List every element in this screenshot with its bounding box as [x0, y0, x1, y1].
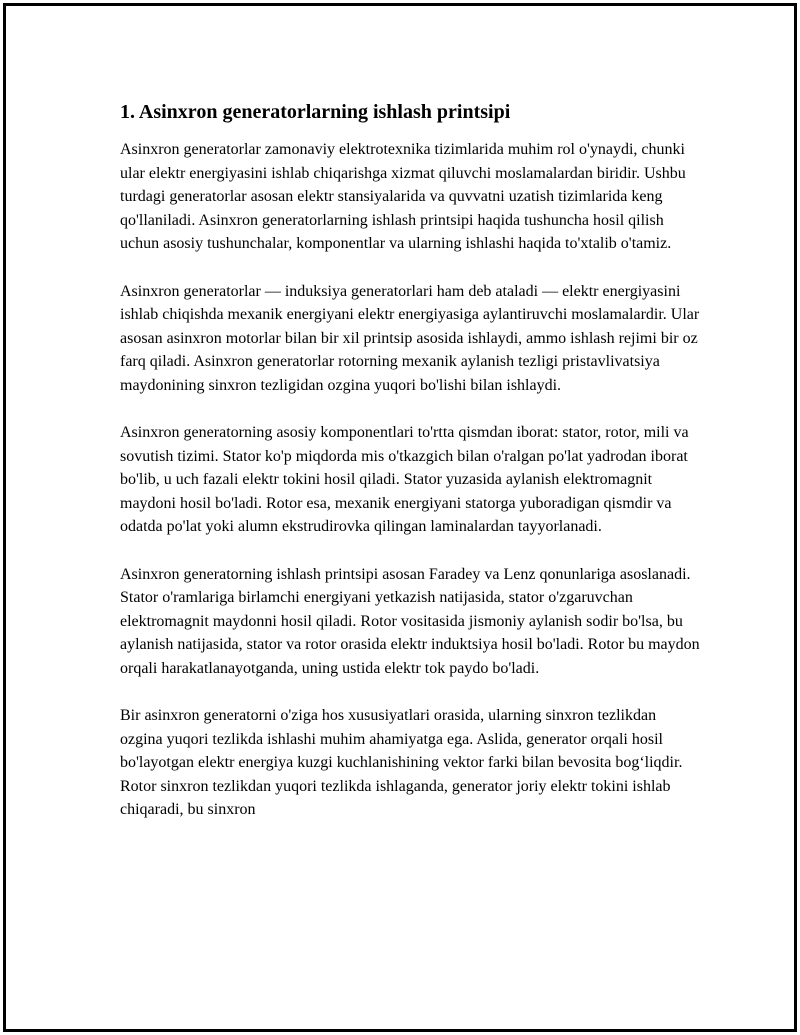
paragraph-4: Asinxron generatorning ishlash printsipi asosan Faradey va Lenz qonunlariga asoslanadi. Stator o'ramlariga birlamchi energiyani yetkazish natijasida, stator o'zgaruvchan elektromagnit maydonni hosil qiladi. Rotor vositasida jismoniy aylanish sodir bo'lsa, bu aylanish natijasida, stator va rotor orasida elektr induktsiya hosil bo'ladi. Rotor bu maydon orqali harakatlanayotganda, uning ustida elektr tok paydo bo'ladi. — [120, 565, 700, 677]
document-body — [120, 99, 700, 846]
document-page — [3, 3, 797, 1032]
section-heading: 1. Asinxron generatorlarning ishlash printsipi — [120, 101, 511, 123]
paragraph-3: Asinxron generatorning asosiy komponentlari to'rtta qismdan iborat: stator, rotor, mili va sovutish tizimi. Stator ko'p miqdorda mis o'tkazgich bilan o'ralgan po'lat yadrodan iborat bo'lib, u uch fazali elektr tokini hosil qiladi. Stator yuzasida aylanish elektromagnit maydoni hosil bo'ladi. Rotor esa, mexanik energiyani statorga yuboradigan qismdir va odatda po'lat yoki alumn ekstrudirovka qilingan laminalardan tayyorlanadi. — [120, 424, 689, 535]
paragraph-5: Bir asinxron generatorni o'ziga hos xususiyatlari orasida, ularning sinxron tezlikdan ozgina yuqori tezlikda ishlashi muhim ahamiyatga ega. Aslida, generator orqali hosil bo'layotgan elektr energiya kuzgi kuchlanishining vektor farki bilan bevosita bog‘liqdir. Rotor sinxron tezlikdan yuqori tezlikda ishlaganda, generator joriy elektr tokini ishlab chiqaradi, bu sinxron — [120, 707, 683, 818]
paragraph-2: Asinxron generatorlar — induksiya generatorlari ham deb ataladi — elektr energiyasini ishlab chiqishda mexanik energiyani elektr energiyasiga aylantiruvchi moslamalardir. Ular asosan asinxron motorlar bilan bir xil printsip asosida ishlaydi, ammo ishlash rejimi bir oz farq qiladi. Asinxron generatorlar rotorning mexanik aylanish tezligi pristavlivatsiya maydonining sinxron tezligidan ozgina yuqori bo'lishi bilan ishlaydi. — [120, 282, 700, 394]
paragraph-1: Asinxron generatorlar zamonaviy elektrotexnika tizimlarida muhim rol o'ynaydi, chunki ular elektr energiyasini ishlab chiqarishga xizmat qiluvchi moslamalardan biridir. Ushbu turdagi generatorlar asosan elektr stansiyalarida va quvvatni uzatish tizimlarida keng qo'llaniladi. Asinxron generatorlarning ishlash printsipi haqida tushuncha hosil qilish uchun asosiy tushunchalar, komponentlar va ularning ishlashi haqida to'xtalib o'tamiz. — [120, 141, 686, 252]
